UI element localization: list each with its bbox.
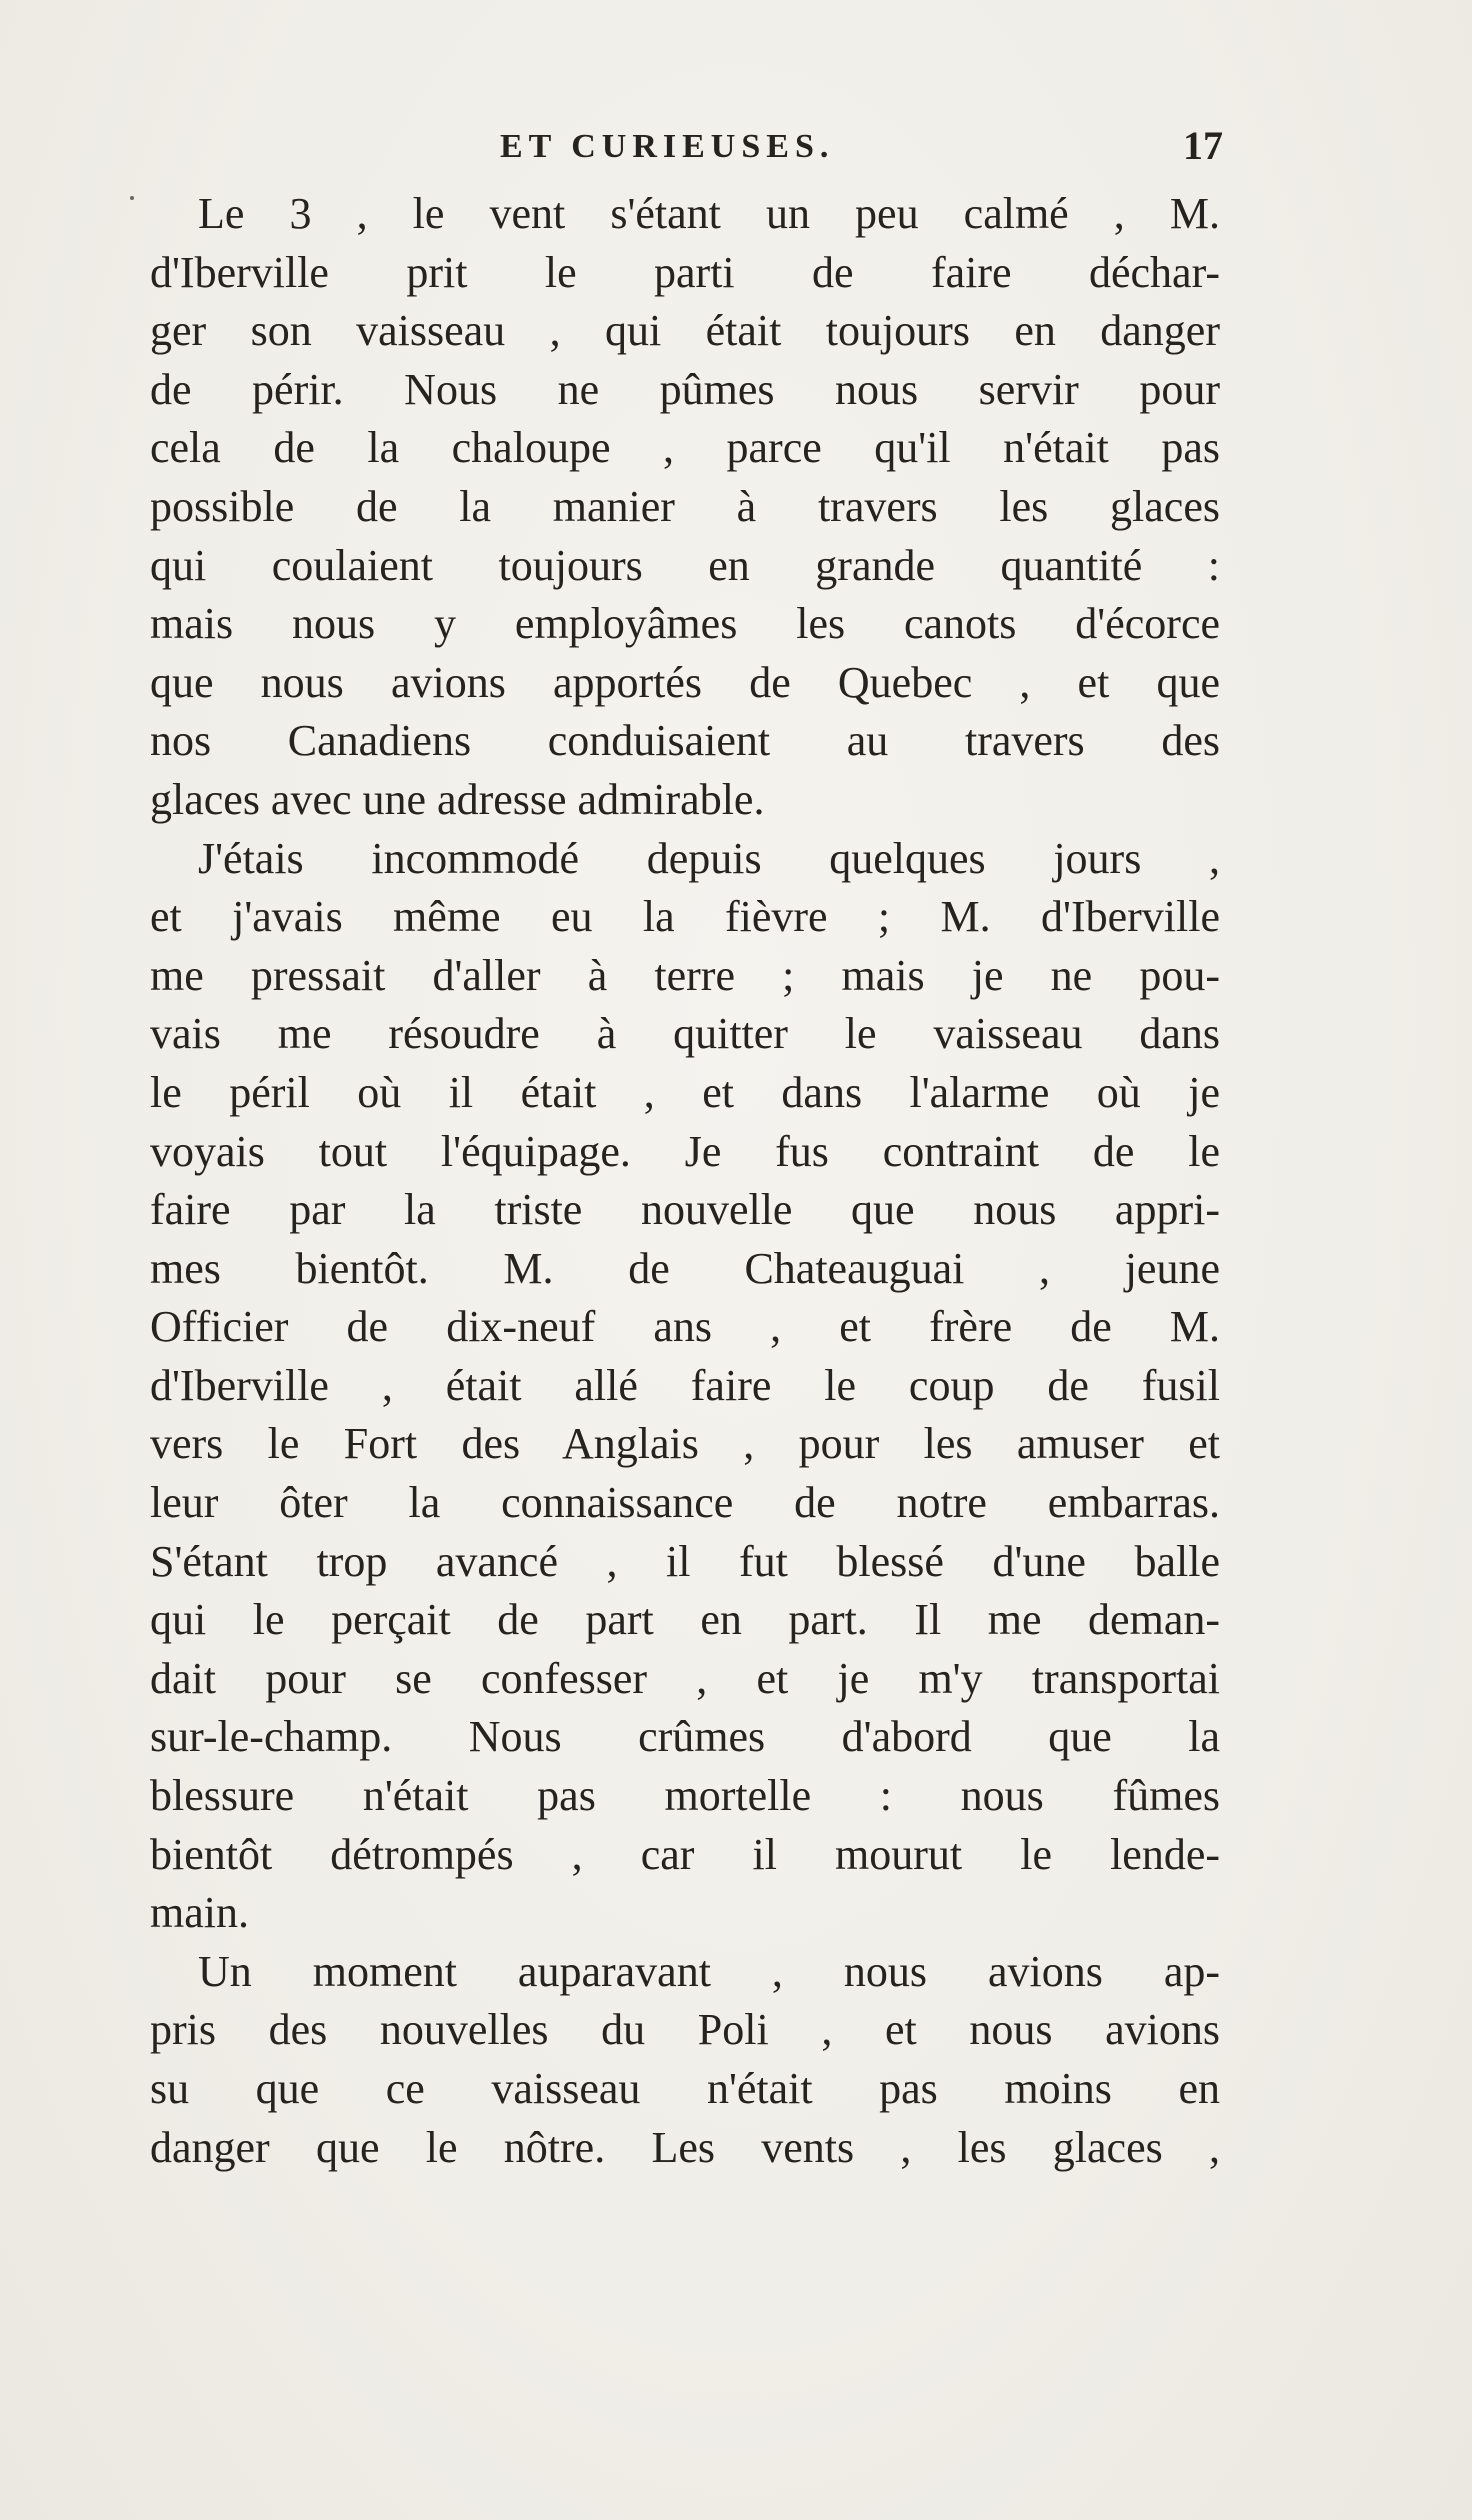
text-line-28: blessure n'était pas mortelle : nous fûmes (150, 1771, 1220, 1821)
text-line-25: qui le perçait de part en part. Il me deman- (150, 1595, 1220, 1645)
text-line-7: qui coulaient toujours en grande quantité : (150, 540, 1220, 590)
text-line-12: J'étais incommodé depuis quelques jours , (198, 833, 1220, 883)
text-line-27: sur-le-champ. Nous crûmes d'abord que la (150, 1712, 1220, 1762)
text-line-5: cela de la chaloupe , parce qu'il n'était pas (150, 423, 1220, 473)
text-line-23: leur ôter la connaissance de notre embarras. (150, 1478, 1220, 1528)
text-line-8: mais nous y employâmes les canots d'écorce (150, 599, 1220, 649)
text-line-31: Un moment auparavant , nous avions ap- (198, 1946, 1220, 1996)
text-line-20: Officier de dix-neuf ans , et frère de M. (150, 1302, 1220, 1352)
text-line-22: vers le Fort des Anglais , pour les amuser et (150, 1419, 1220, 1469)
page-number: 17 (1183, 123, 1223, 168)
text-line-19: mes bientôt. M. de Chateauguai , jeune (150, 1243, 1220, 1293)
text-line-14: me pressait d'aller à terre ; mais je ne pou- (150, 950, 1220, 1000)
text-line-13: et j'avais même eu la fièvre ; M. d'Iberville (150, 892, 1220, 942)
text-line-32: pris des nouvelles du Poli , et nous avions (150, 2005, 1220, 2055)
text-line-30: main. (150, 1888, 249, 1938)
text-line-2: d'Iberville prit le parti de faire déchar- (150, 247, 1220, 297)
text-line-3: ger son vaisseau , qui était toujours en danger (150, 306, 1220, 356)
text-line-6: possible de la manier à travers les glaces (150, 481, 1220, 531)
text-line-34: danger que le nôtre. Les vents , les glaces , (150, 2122, 1220, 2172)
page-header (0, 118, 1472, 188)
text-line-10: nos Canadiens conduisaient au travers des (150, 716, 1220, 766)
text-line-15: vais me résoudre à quitter le vaisseau dans (150, 1009, 1220, 1059)
text-line-18: faire par la triste nouvelle que nous appri- (150, 1185, 1220, 1235)
running-head: ET CURIEUSES. (500, 128, 835, 165)
text-line-24: S'étant trop avancé , il fut blessé d'une balle (150, 1536, 1220, 1586)
print-speck (130, 196, 134, 200)
text-line-21: d'Iberville , était allé faire le coup de fusil (150, 1360, 1220, 1410)
text-line-26: dait pour se confesser , et je m'y transportai (150, 1653, 1220, 1703)
text-line-11: glaces avec une adresse admirable. (150, 774, 765, 824)
page-body-text (150, 185, 1220, 2177)
text-line-1: Le 3 , le vent s'étant un peu calmé , M. (198, 189, 1220, 238)
text-line-29: bientôt détrompés , car il mourut le lende- (150, 1829, 1220, 1879)
text-line-16: le péril où il était , et dans l'alarme où je (150, 1067, 1220, 1117)
text-line-17: voyais tout l'équipage. Je fus contraint de le (150, 1126, 1220, 1176)
text-line-33: su que ce vaisseau n'était pas moins en (150, 2064, 1220, 2113)
text-line-4: de périr. Nous ne pûmes nous servir pour (150, 364, 1220, 414)
text-line-9: que nous avions apportés de Quebec , et que (150, 657, 1220, 707)
